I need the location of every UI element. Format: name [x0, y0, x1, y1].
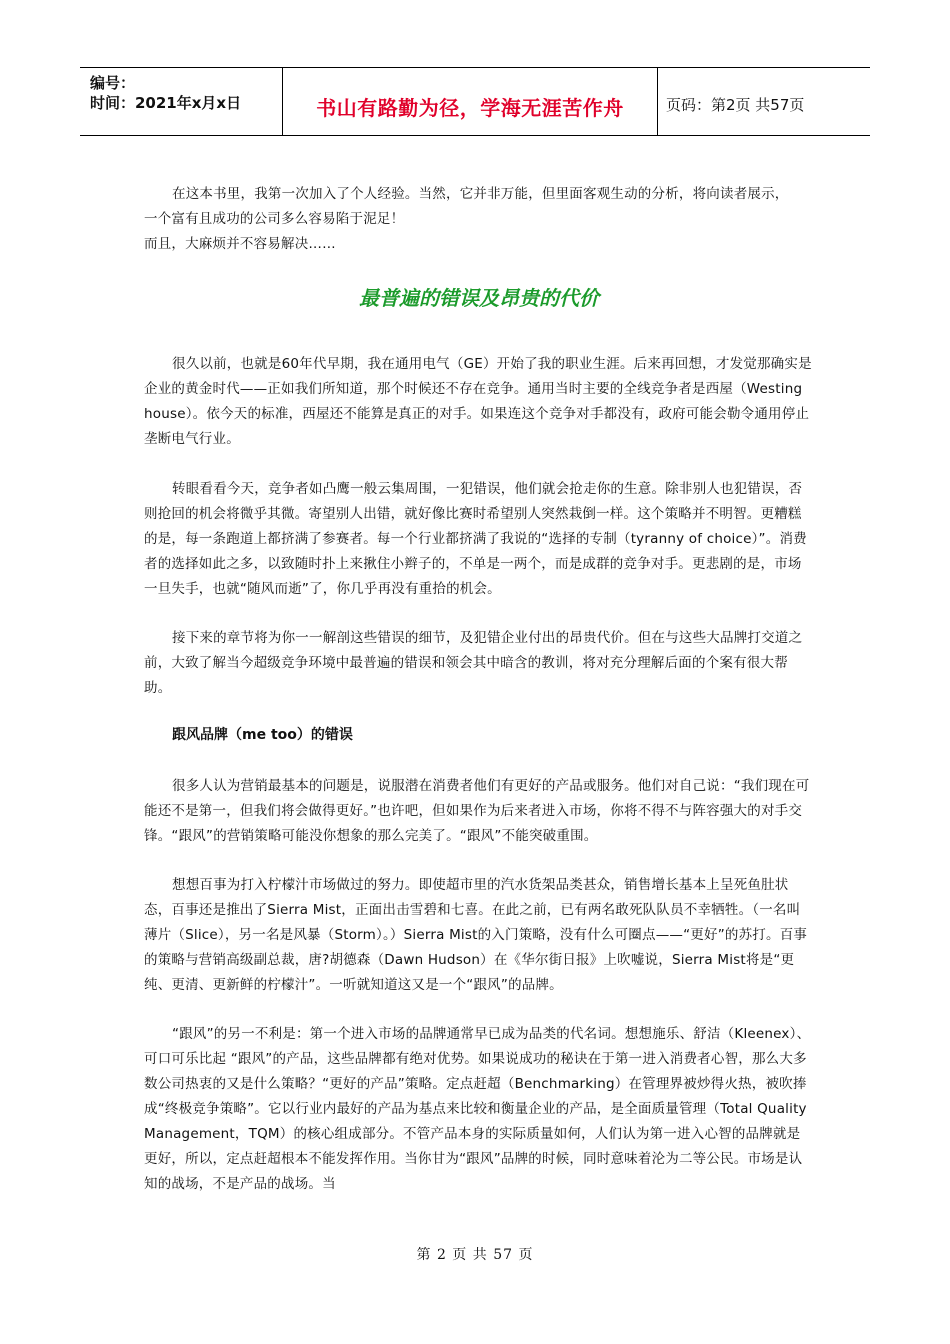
paragraph-5: 想想百事为打入柠檬汁市场做过的努力。即使超市里的汽水货架品类甚众，销售增长基本上呈死鱼肚状态，百事还是推出了Sierra Mist，正面出击雪碧和七喜。在此之前，已有两名敢死队队员不幸牺牲。（一名叫薄片（Slice），另一名是风暴（Storm）。）Sierra Mist的入门策略，没有什么可圈点——“更好”的苏打。百事的策略与营销高级副总裁，唐?胡德森（Dawn Hudson）在《华尔街日报》上吹嘘说，Sierra Mist将是“更纯、更清、更新鲜的柠檬汁”。一听就知道这又是一个“跟风”的品牌。: [144, 877, 808, 993]
intro-block: [144, 182, 814, 257]
paragraph-6: “跟风”的另一不利是：第一个进入市场的品牌通常早已成为品类的代名词。想想施乐、舒洁（Kleenex）、可口可乐比起 “跟风”的产品，这些品牌都有绝对优势。如果说成功的秘诀在于第一进入消费者心智，那么大多数公司热衷的又是什么策略？“更好的产品”策略。定点赶超（Benchmarking）在管理界被炒得火热，被吹捧成“终极竞争策略”。它以行业内最好的产品为基点来比较和衡量企业的产品，是全面质量管理（Total Quality Management，TQM）的核心组成部分。不管产品本身的实际质量如何，人们认为第一进入心智的品牌就是更好，所以，定点赶超根本不能发挥作用。当你甘为“跟风”品牌的时候，同时意味着沦为二等公民。市场是认知的战场，不是产品的战场。当: [144, 1026, 811, 1192]
paragraph-1: 很久以前，也就是60年代早期，我在通用电气（GE）开始了我的职业生涯。后来再回想，才发觉那确实是企业的黄金时代——正如我们所知道，那个时候还不存在竞争。通用当时主要的全线竞争者是西屋（Westing house）。依今天的标准，西屋还不能算是真正的对手。如果连这个竞争对手都没有，政府可能会勒令通用停止垄断电气行业。: [144, 356, 812, 447]
intro-line-2: 一个富有且成功的公司多么容易陷于泥足！: [144, 211, 405, 227]
paragraph-4: 很多人认为营销最基本的问题是，说服潜在消费者他们有更好的产品或服务。他们对自己说：“我们现在可能还不是第一，但我们将会做得更好。”也许吧，但如果作为后来者进入市场，你将不得不与阵容强大的对手交锋。“跟风”的营销策略可能没你想象的那么完美了。“跟风”不能突破重围。: [144, 778, 810, 844]
paragraph-3: 接下来的章节将为你一一解剖这些错误的细节，及犯错企业付出的昂贵代价。但在与这些大品牌打交道之前，大致了解当今超级竞争环境中最普遍的错误和领会其中暗含的教训，将对充分理解后面的个案有很大帮助。: [144, 630, 803, 696]
page-info: 页码：第2页 共57页: [666, 96, 805, 114]
motto: 书山有路勤为径，学海无涯苦作舟: [316, 96, 624, 120]
header-left-cell: [80, 68, 282, 135]
paragraph-2: 转眼看看今天，竞争者如凸鹰一般云集周围，一犯错误，他们就会抢走你的生意。除非别人也犯错误，否则抢回的机会将微乎其微。寄望别人出错，就好像比赛时希望别人突然栽倒一样。这个策略并不明智。更糟糕的是，每一条跑道上都挤满了参赛者。每一个行业都挤满了我说的“选择的专制（tyranny of choice）”。消费者的选择如此之多，以致随时扑上来揪住小辫子的，不单是一两个，而是成群的竞争对手。更悲剧的是，市场一旦失手，也就“随风而逝”了，你几乎再没有重拾的机会。: [144, 481, 807, 597]
intro-line-3: 而且，大麻烦并不容易解决……: [144, 236, 336, 252]
header-right-cell: [658, 68, 870, 135]
number-label: 编号：: [90, 74, 136, 92]
section-title: 最普遍的错误及昂贵的代价: [359, 286, 599, 310]
page-footer: 第 2 页 共 57 页: [416, 1247, 534, 1263]
date-label: 时间：2021年x月x日: [90, 94, 242, 112]
subheading: 跟风品牌（me too）的错误: [172, 727, 353, 743]
header-middle-cell: [282, 68, 658, 135]
page-header: [80, 67, 870, 136]
intro-line-1: 在这本书里，我第一次加入了个人经验。当然，它并非万能，但里面客观生动的分析，将向读者展示，: [172, 186, 789, 202]
